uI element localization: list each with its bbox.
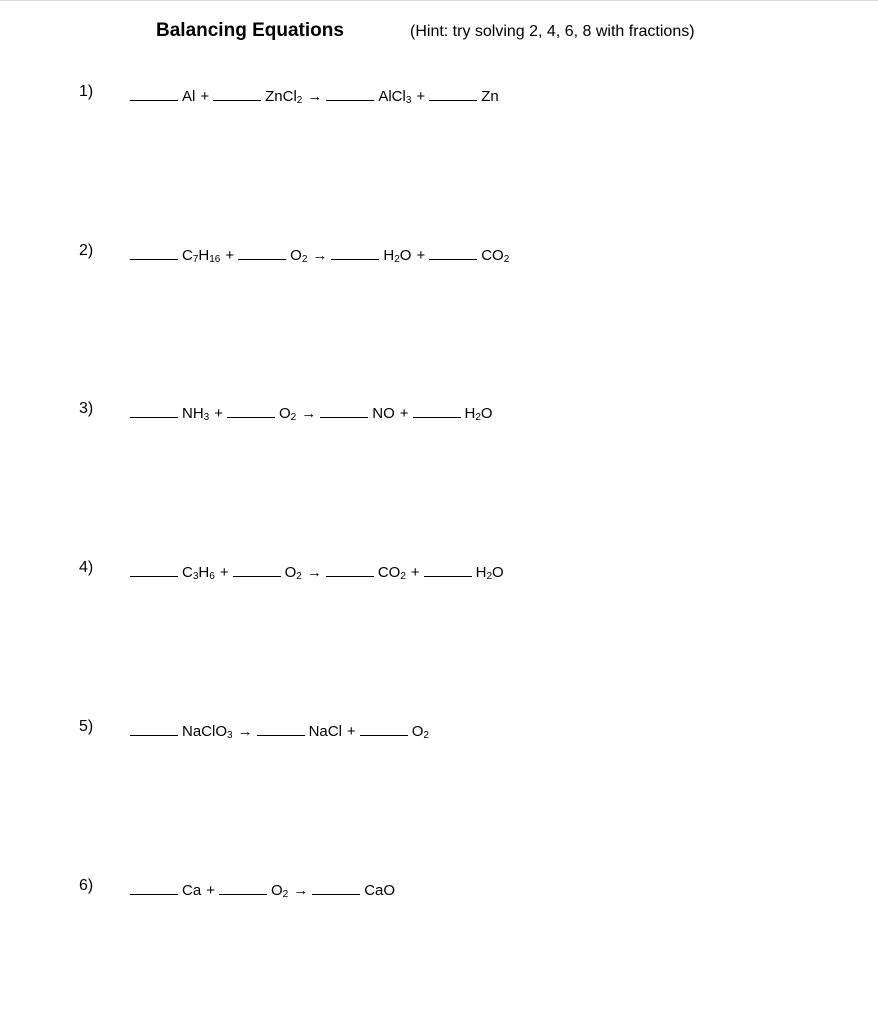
formula-element: O	[480, 405, 493, 422]
chemical-equation	[130, 83, 499, 105]
chemical-equation	[130, 400, 493, 422]
formula-subscript: 2	[394, 254, 400, 265]
problem-number: 2)	[79, 242, 94, 259]
formula-element: Ca	[182, 882, 202, 899]
chemical-formula	[279, 405, 296, 422]
formula-subscript: 2	[296, 571, 302, 582]
equation-row	[0, 718, 878, 742]
formula-subscript: 3	[203, 412, 210, 423]
coefficient-blank[interactable]	[326, 559, 374, 577]
formula-subscript: 3	[227, 730, 233, 741]
chemical-formula	[182, 405, 209, 422]
coefficient-blank[interactable]	[219, 877, 267, 895]
coefficient-blank[interactable]	[130, 559, 178, 577]
coefficient-blank[interactable]	[257, 718, 305, 736]
chemical-formula	[481, 247, 509, 264]
plus-sign: +	[416, 88, 426, 105]
coefficient-blank[interactable]	[429, 242, 477, 260]
reaction-arrow: →	[301, 405, 317, 422]
chemical-formula	[182, 88, 195, 105]
formula-subscript: 2	[282, 889, 289, 900]
chemical-formula	[182, 564, 215, 581]
formula-element: AlCl	[378, 88, 406, 105]
chemical-formula	[378, 88, 411, 105]
plus-sign: +	[200, 88, 210, 105]
equation-row	[0, 877, 878, 901]
worksheet-hint: (Hint: try solving 2, 4, 6, 8 with fractions)	[410, 23, 695, 40]
formula-element: H	[198, 564, 210, 581]
chemical-formula	[285, 564, 302, 581]
formula-subscript: 7	[192, 254, 199, 265]
formula-element: H	[464, 405, 476, 422]
formula-element: CO	[377, 564, 401, 581]
chemical-equation	[130, 242, 509, 264]
chemical-formula	[182, 247, 220, 264]
equation-row	[0, 83, 878, 107]
problem-number: 1)	[79, 83, 94, 100]
chemical-formula	[378, 564, 406, 581]
formula-subscript: 2	[301, 254, 308, 265]
formula-element: O	[290, 247, 302, 264]
formula-element: C	[182, 247, 193, 264]
formula-element: H	[475, 564, 487, 581]
coefficient-blank[interactable]	[238, 242, 286, 260]
formula-subscript: 3	[405, 95, 412, 106]
plus-sign: +	[346, 723, 356, 740]
formula-subscript: 16	[209, 254, 221, 265]
reaction-arrow: →	[307, 88, 323, 105]
worksheet-title: Balancing Equations	[156, 20, 344, 41]
coefficient-blank[interactable]	[130, 83, 178, 101]
coefficient-blank[interactable]	[413, 400, 461, 418]
chemical-formula	[476, 564, 504, 581]
coefficient-blank[interactable]	[130, 242, 178, 260]
formula-subscript: 2	[503, 254, 510, 265]
formula-element: NaClO	[182, 723, 228, 740]
problem-number: 6)	[79, 877, 94, 894]
formula-element: O	[279, 405, 291, 422]
formula-subscript: 6	[209, 571, 215, 582]
chemical-equation	[130, 877, 395, 899]
chemical-formula	[383, 247, 411, 264]
formula-element: NaCl	[308, 723, 342, 740]
formula-subscript: 2	[486, 571, 493, 582]
plus-sign: +	[219, 564, 229, 581]
coefficient-blank[interactable]	[424, 559, 472, 577]
formula-element: C	[182, 564, 193, 581]
problem-number: 4)	[79, 559, 94, 576]
chemical-formula	[412, 723, 429, 740]
reaction-arrow: →	[293, 882, 309, 899]
formula-subscript: 2	[296, 95, 303, 106]
coefficient-blank[interactable]	[130, 877, 178, 895]
formula-element: CaO	[364, 882, 396, 899]
plus-sign: +	[214, 405, 223, 422]
plus-sign: +	[225, 247, 235, 264]
coefficient-blank[interactable]	[429, 83, 477, 101]
equation-row	[0, 559, 878, 583]
formula-element: Al	[182, 88, 196, 105]
reaction-arrow: →	[237, 723, 253, 740]
coefficient-blank[interactable]	[320, 400, 368, 418]
chemical-formula	[182, 882, 201, 899]
formula-subscript: 2	[400, 571, 406, 582]
formula-element: Zn	[481, 88, 499, 105]
chemical-formula	[364, 882, 395, 899]
chemical-formula	[372, 405, 395, 422]
formula-element: O	[399, 247, 412, 264]
coefficient-blank[interactable]	[233, 559, 281, 577]
formula-element: O	[411, 723, 424, 740]
reaction-arrow: →	[312, 247, 328, 264]
equation-row	[0, 400, 878, 424]
chemical-formula	[182, 723, 233, 740]
coefficient-blank[interactable]	[331, 242, 379, 260]
coefficient-blank[interactable]	[213, 83, 261, 101]
formula-element: NH	[182, 405, 204, 422]
coefficient-blank[interactable]	[326, 83, 374, 101]
plus-sign: +	[416, 247, 426, 264]
formula-element: CO	[481, 247, 504, 264]
coefficient-blank[interactable]	[130, 718, 178, 736]
formula-element: ZnCl	[265, 88, 297, 105]
coefficient-blank[interactable]	[360, 718, 408, 736]
chemical-formula	[481, 88, 499, 105]
formula-element: O	[284, 564, 297, 581]
formula-element: O	[492, 564, 504, 581]
coefficient-blank[interactable]	[312, 877, 360, 895]
formula-element: H	[383, 247, 395, 264]
reaction-arrow: →	[306, 564, 322, 581]
problem-number: 3)	[79, 400, 94, 417]
chemical-formula	[465, 405, 493, 422]
problem-number: 5)	[79, 718, 94, 735]
coefficient-blank[interactable]	[227, 400, 275, 418]
chemical-formula	[290, 247, 307, 264]
plus-sign: +	[399, 405, 409, 422]
chemical-equation	[130, 559, 504, 581]
chemical-formula	[309, 723, 342, 740]
formula-subscript: 3	[192, 571, 199, 582]
formula-subscript: 2	[423, 730, 429, 741]
chemical-formula	[265, 88, 302, 105]
formula-element: O	[270, 882, 283, 899]
formula-element: H	[198, 247, 210, 264]
formula-element: NO	[372, 405, 395, 422]
formula-subscript: 2	[290, 412, 297, 423]
formula-subscript: 2	[475, 412, 481, 423]
chemical-equation	[130, 718, 429, 740]
equation-row	[0, 242, 878, 266]
plus-sign: +	[410, 564, 420, 581]
chemical-formula	[271, 882, 288, 899]
plus-sign: +	[206, 882, 215, 899]
coefficient-blank[interactable]	[130, 400, 178, 418]
